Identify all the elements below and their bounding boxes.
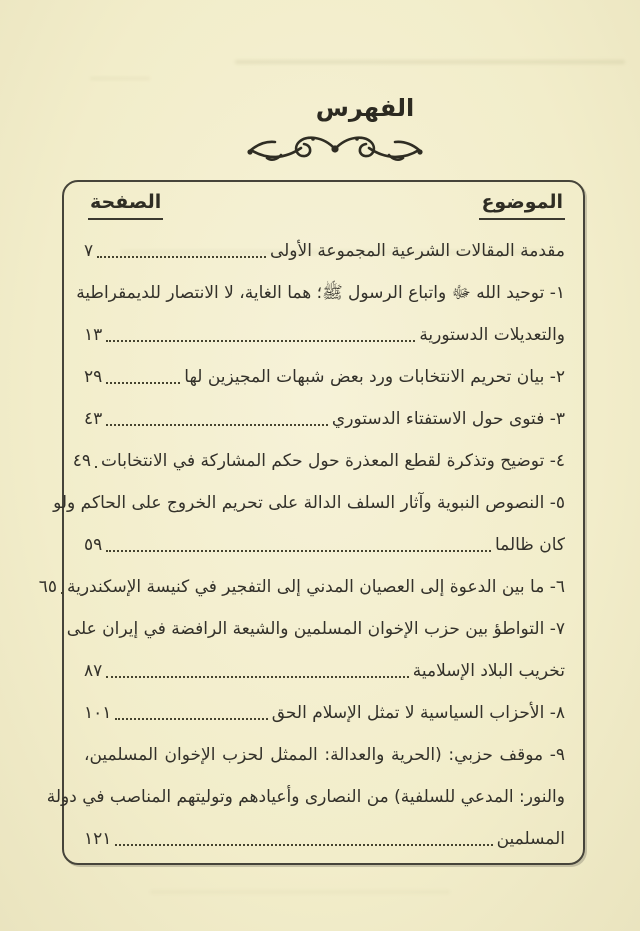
dot-leader (102, 524, 495, 566)
toc-entry-line (64, 692, 583, 734)
toc-entry-line (64, 356, 583, 398)
toc-entry-line (38, 566, 583, 608)
dot-leader (102, 650, 413, 692)
page-number: ١٢١ (84, 829, 112, 849)
toc-entry-text: ٤- توضيح وتذكرة لقطع المعذرة حول حكم المشاركة في الانتخابات (101, 451, 565, 471)
dot-leader (102, 398, 332, 440)
toc-entry-line (64, 230, 583, 272)
dot-leader (102, 314, 419, 356)
page-number: ١٣ (84, 325, 103, 345)
page-number: ٥٩ (84, 535, 103, 555)
toc-entry-text: ٣- فتوى حول الاستفتاء الدستوري (331, 409, 565, 429)
page-number: ٨٧ (84, 661, 103, 681)
toc-entry-text: كان ظالما (494, 535, 565, 555)
page-number: ٤٣ (84, 409, 103, 429)
dot-leader (91, 440, 101, 482)
toc-entry-text: ٨- الأحزاب السياسية لا تمثل الإسلام الحق (271, 703, 565, 723)
dot-leader (111, 818, 496, 860)
toc-entry-line (64, 650, 583, 692)
toc-entries (38, 230, 583, 860)
floral-flourish-icon (243, 131, 427, 167)
toc-entry-line: ١- توحيد الله ﷻ واتباع الرسول ﷺ؛ هما الغاية، لا الانتصار للديمقراطية (76, 283, 565, 303)
toc-entry-line: والنور: المدعي للسلفية) من النصارى وأعيادهم وتوليتهم المناصب في دولة (46, 787, 565, 807)
toc-entry-text: والتعديلات الدستورية (419, 325, 565, 345)
toc-entry-line (64, 818, 583, 860)
toc-frame (38, 180, 585, 865)
scan-bleed-artifact (90, 77, 150, 80)
dot-leader (111, 692, 271, 734)
toc-entry-text: ٦- ما بين الدعوة إلى العصيان المدني إلى التفجير في كنيسة الإسكندرية (66, 577, 565, 597)
page-title: الفهرس (315, 94, 415, 122)
toc-entry-line: ٧- التواطؤ بين حزب الإخوان المسلمين والشيعة الرافضة في إيران على (66, 619, 565, 639)
dot-leader (102, 356, 184, 398)
toc-entry-line (64, 314, 583, 356)
page-number: ١٠١ (84, 703, 112, 723)
toc-entry-line: ٩- موقف حزبي: (الحرية والعدالة: الممثل لحزب الإخوان المسلمين، (84, 745, 565, 765)
toc-entry-text: مقدمة المقالات الشرعية المجموعة الأولى (269, 241, 565, 261)
toc-entry-line (64, 524, 583, 566)
page-number: ٦٥ (38, 577, 57, 597)
toc-header-page: الصفحة (88, 191, 163, 220)
dot-leader (93, 230, 270, 272)
toc-entry-line: ٥- النصوص النبوية وآثار السلف الدالة على تحريم الخروج على الحاكم ولو (53, 493, 565, 513)
page-number: ٢٩ (84, 367, 103, 387)
scan-bleed-artifact (235, 60, 625, 64)
page-number: ٤٩ (72, 451, 92, 471)
toc-entry-line (64, 440, 583, 482)
toc-entry-text: ٢- بيان تحريم الانتخابات ورد بعض شبهات المجيزين لها (184, 367, 565, 387)
toc-entry-line (64, 398, 583, 440)
toc-entry-text: المسلمين (496, 829, 565, 849)
toc-entry-text: تخريب البلاد الإسلامية (412, 661, 565, 681)
dot-leader (57, 566, 67, 608)
scan-bleed-artifact (150, 890, 450, 894)
page-number: ٧ (84, 241, 94, 261)
toc-header (64, 182, 583, 228)
toc-header-subject: الموضوع (479, 191, 565, 220)
